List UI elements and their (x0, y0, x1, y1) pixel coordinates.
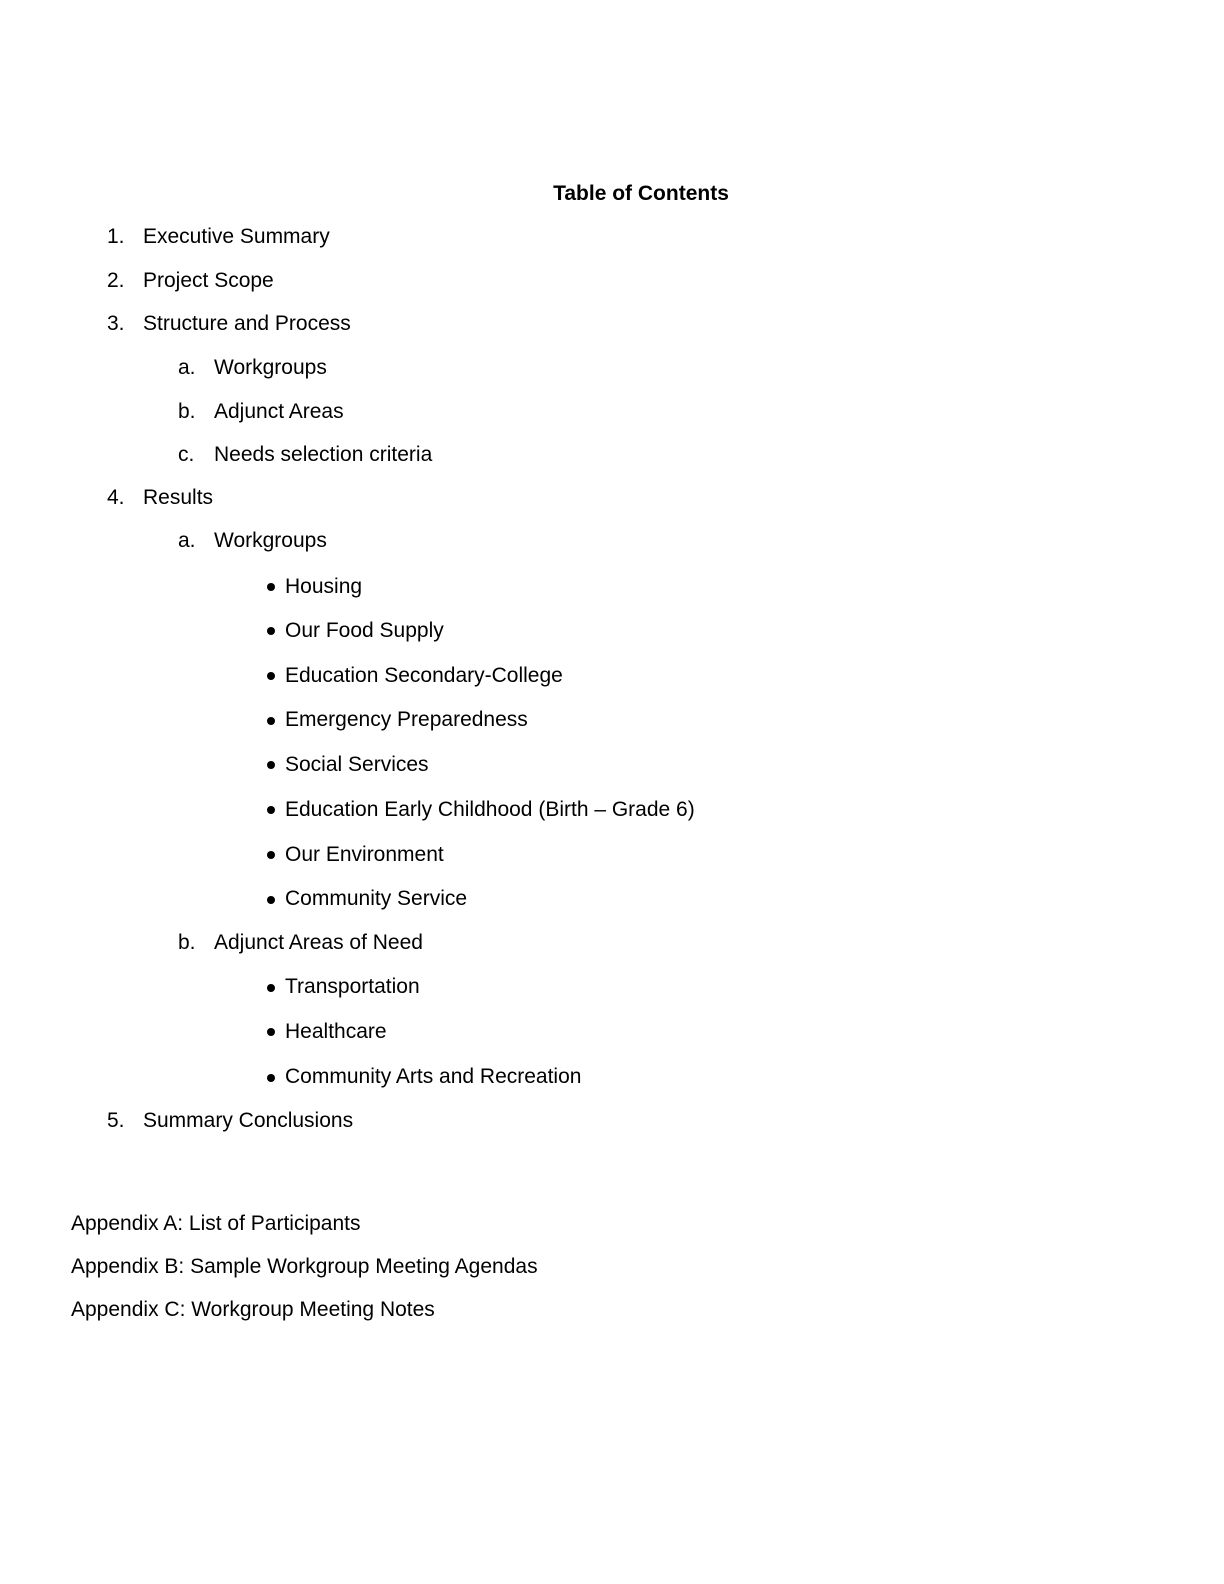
appendix-a[interactable]: Appendix A: List of Participants (71, 1212, 361, 1235)
appendix-b[interactable]: Appendix B: Sample Workgroup Meeting Agendas (71, 1255, 538, 1278)
toc-bullet-label: Community Service (285, 887, 468, 910)
toc-bullet-label: Community Arts and Recreation (285, 1065, 582, 1088)
toc-marker: 3. (107, 312, 125, 335)
toc-marker: a. (178, 356, 196, 379)
bullet-icon (267, 761, 275, 769)
bullet-icon (267, 627, 275, 635)
bullet-icon (267, 1028, 275, 1036)
toc-bullet-label: Emergency Preparedness (285, 708, 528, 731)
toc-bullet-label: Our Food Supply (285, 619, 444, 642)
toc-label: Executive Summary (143, 225, 330, 248)
bullet-icon (267, 851, 275, 859)
toc-bullet-label: Transportation (285, 975, 420, 998)
toc-label: Workgroups (214, 356, 327, 379)
toc-label: Summary Conclusions (143, 1109, 354, 1132)
toc-marker: c. (178, 443, 195, 466)
toc-label: Results (143, 486, 214, 509)
toc-bullet-label: Education Early Childhood (Birth – Grade 6) (285, 798, 695, 821)
bullet-icon (267, 717, 275, 725)
bullet-icon (267, 672, 275, 680)
toc-marker: 1. (107, 225, 125, 248)
toc-label: Adjunct Areas of Need (214, 931, 423, 954)
bullet-icon (267, 984, 275, 992)
toc-label: Needs selection criteria (214, 443, 433, 466)
toc-label: Project Scope (143, 269, 274, 292)
bullet-icon (267, 896, 275, 904)
toc-title: Table of Contents (553, 182, 729, 205)
toc-label: Adjunct Areas (214, 400, 344, 423)
toc-marker: 2. (107, 269, 125, 292)
toc-bullet-label: Healthcare (285, 1020, 387, 1043)
toc-marker: b. (178, 400, 196, 423)
appendix-c[interactable]: Appendix C: Workgroup Meeting Notes (71, 1298, 435, 1321)
toc-marker: b. (178, 931, 196, 954)
bullet-icon (267, 1074, 275, 1082)
bullet-icon (267, 806, 275, 814)
toc-bullet-label: Social Services (285, 753, 429, 776)
toc-marker: 4. (107, 486, 125, 509)
toc-label: Workgroups (214, 529, 327, 552)
toc-marker: a. (178, 529, 196, 552)
toc-bullet-label: Housing (285, 575, 363, 598)
toc-marker: 5. (107, 1109, 125, 1132)
toc-bullet-label: Our Environment (285, 843, 444, 866)
bullet-icon (267, 583, 275, 591)
toc-label: Structure and Process (143, 312, 351, 335)
toc-bullet-label: Education Secondary-College (285, 664, 563, 687)
